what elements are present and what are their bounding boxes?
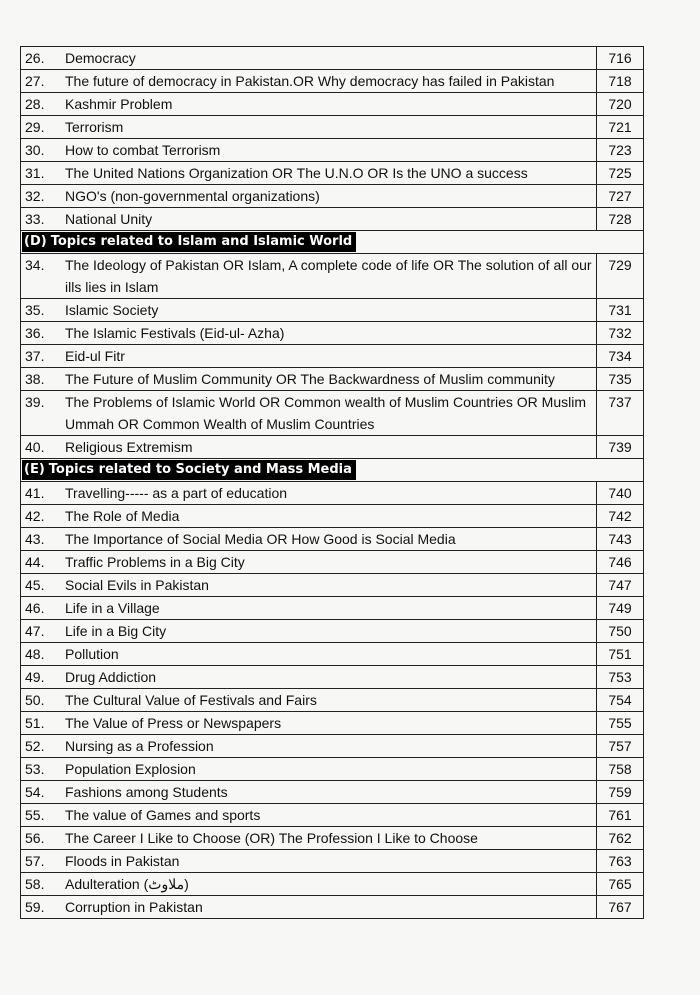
table-row <box>21 482 644 505</box>
topic-title: The Importance of Social Media OR How Good is Social Media <box>61 528 597 551</box>
topic-number: 58. <box>21 873 62 896</box>
table-row <box>21 850 644 873</box>
topic-number: 38. <box>21 368 62 391</box>
topic-title: Terrorism <box>61 116 597 139</box>
topic-number: 44. <box>21 551 62 574</box>
page-number: 723 <box>597 139 644 162</box>
page-number: 754 <box>597 689 644 712</box>
table-of-contents <box>20 46 644 919</box>
topic-number: 57. <box>21 850 62 873</box>
topic-number: 37. <box>21 345 62 368</box>
table-row <box>21 93 644 116</box>
topic-number: 46. <box>21 597 62 620</box>
page-number: 728 <box>597 208 644 231</box>
topic-title: The future of democracy in Pakistan.OR Why democracy has failed in Pakistan <box>61 70 597 93</box>
topic-number: 30. <box>21 139 62 162</box>
table-row <box>21 505 644 528</box>
topic-number: 52. <box>21 735 62 758</box>
table-row <box>21 643 644 666</box>
table-row <box>21 116 644 139</box>
topic-number: 42. <box>21 505 62 528</box>
page-number: 732 <box>597 322 644 345</box>
table-row <box>21 368 644 391</box>
table-row <box>21 781 644 804</box>
topic-title: The Career I Like to Choose (OR) The Profession I Like to Choose <box>61 827 597 850</box>
topic-title: Traffic Problems in a Big City <box>61 551 597 574</box>
topic-title: Nursing as a Profession <box>61 735 597 758</box>
table-row <box>21 322 644 345</box>
page-number: 716 <box>597 47 644 70</box>
topic-number: 32. <box>21 185 62 208</box>
page-number: 755 <box>597 712 644 735</box>
page-number: 747 <box>597 574 644 597</box>
page-number: 725 <box>597 162 644 185</box>
topic-number: 59. <box>21 896 62 919</box>
section-title: Topics related to Islam and Islamic World <box>49 232 357 252</box>
topic-title: The Islamic Festivals (Eid-ul- Azha) <box>61 322 597 345</box>
table-row <box>21 47 644 70</box>
table-row <box>21 689 644 712</box>
table-row <box>21 185 644 208</box>
topic-number: 47. <box>21 620 62 643</box>
table-row <box>21 299 644 322</box>
table-row <box>21 735 644 758</box>
table-row <box>21 896 644 919</box>
page-number: 742 <box>597 505 644 528</box>
page-number: 743 <box>597 528 644 551</box>
page-number: 727 <box>597 185 644 208</box>
table-row <box>21 139 644 162</box>
table-row <box>21 391 644 436</box>
topic-title: How to combat Terrorism <box>61 139 597 162</box>
table-row <box>21 597 644 620</box>
page-number: 759 <box>597 781 644 804</box>
table-row <box>21 345 644 368</box>
topic-number: 41. <box>21 482 62 505</box>
table-row <box>21 712 644 735</box>
topic-title: The Role of Media <box>61 505 597 528</box>
section-letter: (D) <box>22 232 49 252</box>
topic-number: 31. <box>21 162 62 185</box>
section-title: Topics related to Society and Mass Media <box>47 460 356 480</box>
page-number: 763 <box>597 850 644 873</box>
topic-number: 33. <box>21 208 62 231</box>
topic-number: 26. <box>21 47 62 70</box>
topic-title: The Ideology of Pakistan OR Islam, A complete code of life OR The solution of all our ills lies in Islam <box>61 254 597 299</box>
topic-title: Life in a Village <box>61 597 597 620</box>
page-number: 757 <box>597 735 644 758</box>
topic-title: Social Evils in Pakistan <box>61 574 597 597</box>
topic-title: The Value of Press or Newspapers <box>61 712 597 735</box>
page-number: 758 <box>597 758 644 781</box>
topic-number: 39. <box>21 391 62 436</box>
table-row <box>21 666 644 689</box>
page-number: 734 <box>597 345 644 368</box>
page-number: 721 <box>597 116 644 139</box>
page-number: 750 <box>597 620 644 643</box>
topic-title: Life in a Big City <box>61 620 597 643</box>
topic-title: The United Nations Organization OR The U.N.O OR Is the UNO a success <box>61 162 597 185</box>
topic-number: 36. <box>21 322 62 345</box>
topic-number: 35. <box>21 299 62 322</box>
topic-title: Eid-ul Fitr <box>61 345 597 368</box>
table-row <box>21 804 644 827</box>
topic-title: Adulteration (ملاوٹ) <box>61 873 597 896</box>
topic-title: Pollution <box>61 643 597 666</box>
topic-number: 53. <box>21 758 62 781</box>
section-cell <box>21 459 644 482</box>
topic-number: 29. <box>21 116 62 139</box>
table-row <box>21 436 644 459</box>
topic-title: Democracy <box>61 47 597 70</box>
page-number: 731 <box>597 299 644 322</box>
page-number: 729 <box>597 254 644 299</box>
topic-number: 51. <box>21 712 62 735</box>
topic-title: National Unity <box>61 208 597 231</box>
table-row <box>21 528 644 551</box>
page-number: 751 <box>597 643 644 666</box>
section-cell <box>21 231 644 254</box>
topic-title: Drug Addiction <box>61 666 597 689</box>
page-number: 739 <box>597 436 644 459</box>
table-row <box>21 574 644 597</box>
topic-number: 50. <box>21 689 62 712</box>
page-number: 765 <box>597 873 644 896</box>
topic-number: 43. <box>21 528 62 551</box>
topic-title: NGO's (non-governmental organizations) <box>61 185 597 208</box>
table-row <box>21 208 644 231</box>
topic-title: Kashmir Problem <box>61 93 597 116</box>
table-row <box>21 620 644 643</box>
topic-title: The Future of Muslim Community OR The Backwardness of Muslim community <box>61 368 597 391</box>
topic-title: Islamic Society <box>61 299 597 322</box>
page-number: 746 <box>597 551 644 574</box>
page-number: 762 <box>597 827 644 850</box>
topic-title: The Cultural Value of Festivals and Fairs <box>61 689 597 712</box>
topic-title: Corruption in Pakistan <box>61 896 597 919</box>
section-header <box>21 459 644 482</box>
topic-title: Population Explosion <box>61 758 597 781</box>
table-row <box>21 254 644 299</box>
topic-number: 34. <box>21 254 62 299</box>
topic-title: Floods in Pakistan <box>61 850 597 873</box>
topic-number: 40. <box>21 436 62 459</box>
section-header <box>21 231 644 254</box>
topic-title: The value of Games and sports <box>61 804 597 827</box>
table-row <box>21 70 644 93</box>
topic-number: 54. <box>21 781 62 804</box>
topic-number: 56. <box>21 827 62 850</box>
topic-number: 45. <box>21 574 62 597</box>
topic-title: Travelling----- as a part of education <box>61 482 597 505</box>
topic-number: 28. <box>21 93 62 116</box>
page-number: 720 <box>597 93 644 116</box>
topic-number: 49. <box>21 666 62 689</box>
page-number: 753 <box>597 666 644 689</box>
page-number: 761 <box>597 804 644 827</box>
page-number: 718 <box>597 70 644 93</box>
topic-number: 27. <box>21 70 62 93</box>
table-row <box>21 162 644 185</box>
topic-title: Fashions among Students <box>61 781 597 804</box>
page-number: 740 <box>597 482 644 505</box>
topic-number: 48. <box>21 643 62 666</box>
page-number: 749 <box>597 597 644 620</box>
table-row <box>21 758 644 781</box>
table-row <box>21 827 644 850</box>
page-number: 767 <box>597 896 644 919</box>
page-number: 737 <box>597 391 644 436</box>
topic-number: 55. <box>21 804 62 827</box>
topic-title: Religious Extremism <box>61 436 597 459</box>
section-letter: (E) <box>22 460 47 480</box>
table-row <box>21 873 644 896</box>
topic-title: The Problems of Islamic World OR Common wealth of Muslim Countries OR Muslim Ummah OR Common Wealth of Muslim Countries <box>61 391 597 436</box>
page-number: 735 <box>597 368 644 391</box>
table-row <box>21 551 644 574</box>
